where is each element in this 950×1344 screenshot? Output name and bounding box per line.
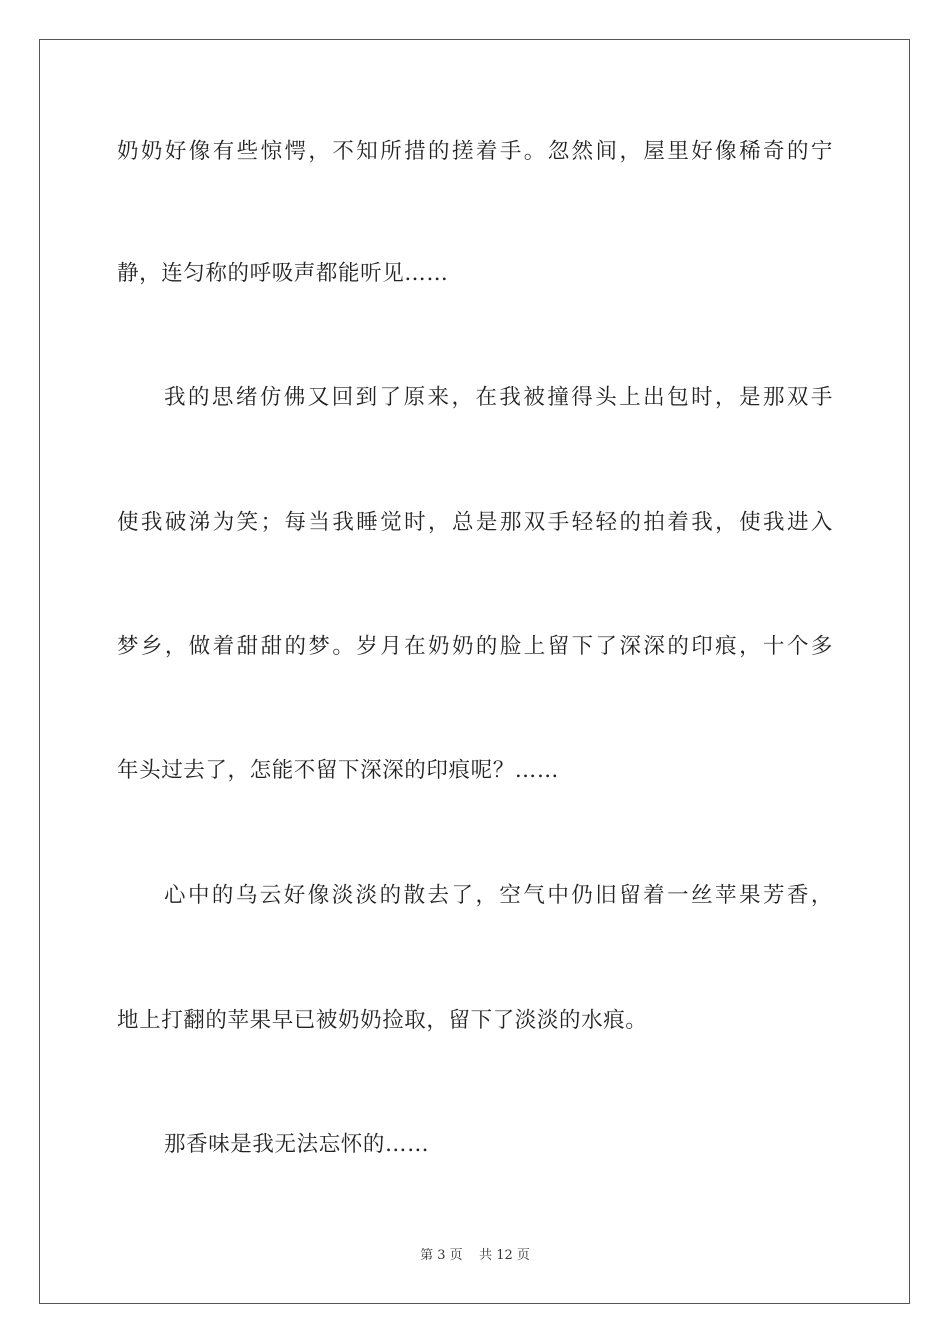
- page-number-footer: 第 3 页 共 12 页: [420, 1248, 530, 1263]
- paragraph-line: 使我破涕为笑；每当我睡觉时，总是那双手轻轻的拍着我，使我进入: [117, 510, 833, 535]
- page-border: [39, 39, 910, 1304]
- paragraph-line: 年头过去了，怎能不留下深深的印痕呢？……: [117, 758, 560, 783]
- paragraph-line: 静，连匀称的呼吸声都能听见……: [117, 261, 449, 286]
- paragraph-line: 地上打翻的苹果早已被奶奶捡取，留下了淡淡的水痕。: [117, 1008, 648, 1033]
- paragraph-line: 那香味是我无法忘怀的……: [164, 1132, 430, 1157]
- paragraph-line: 梦乡，做着甜甜的梦。岁月在奶奶的脸上留下了深深的印痕，十个多: [117, 634, 833, 659]
- paragraph-line: 我的思绪仿佛又回到了原来，在我被撞得头上出包时，是那双手: [164, 385, 833, 410]
- paragraph-line: 心中的乌云好像淡淡的散去了，空气中仍旧留着一丝苹果芳香，: [164, 883, 833, 908]
- paragraph-line: 奶奶好像有些惊愕，不知所措的搓着手。忽然间，屋里好像稀奇的宁: [117, 139, 833, 164]
